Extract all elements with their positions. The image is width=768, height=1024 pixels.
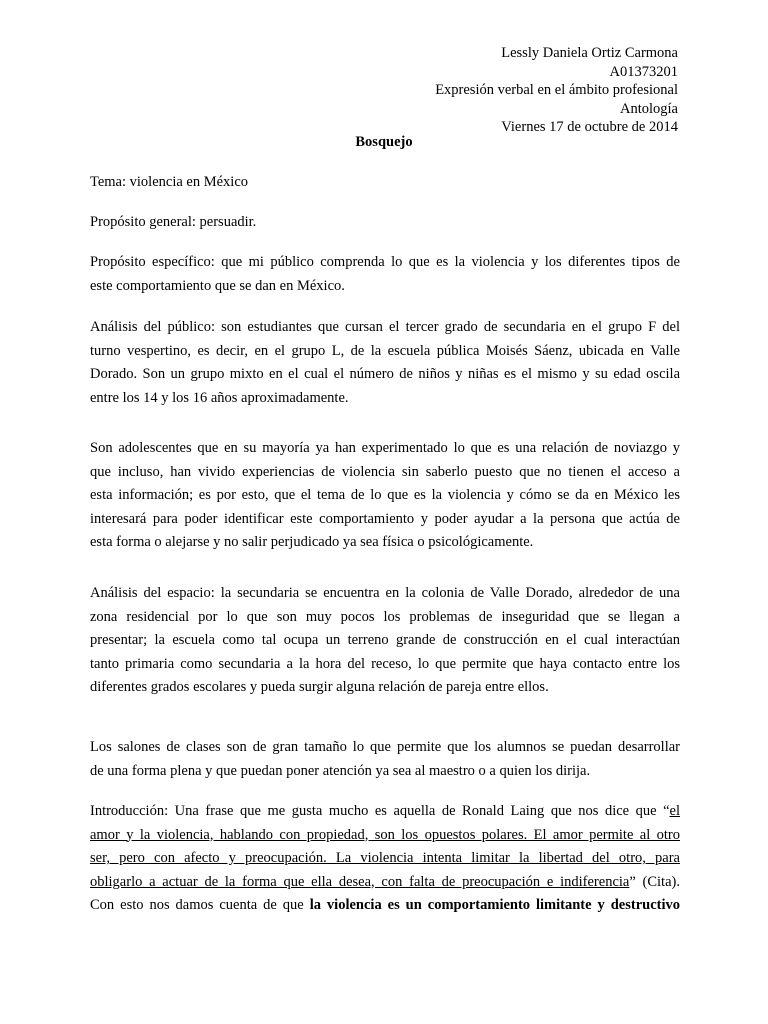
text-line: de una forma plena y que puedan poner atención ya sea al maestro o a quien los dirija. xyxy=(90,762,591,779)
tema-paragraph xyxy=(90,171,680,195)
analisis-publico-paragraph xyxy=(90,316,680,410)
proposito-especifico-paragraph xyxy=(90,251,680,298)
text-line: zona residencial por lo que son muy pocos los problemas de inseguridad que se llegan a xyxy=(90,608,680,625)
text-line xyxy=(90,800,680,824)
quote-line: ser, pero con afecto y preocupación. La violencia intenta limitar la libertad del otro, para xyxy=(90,850,680,866)
text-line xyxy=(90,871,680,895)
adolescentes-paragraph xyxy=(90,437,680,555)
page-title: Bosquejo xyxy=(355,134,413,150)
course-name: Expresión verbal en el ámbito profesional xyxy=(435,82,678,99)
text-line: diferentes grados escolares y pueda surgir alguna relación de pareja entre ellos. xyxy=(90,679,549,695)
thesis-text: la violencia es un comportamiento limitante y destructivo xyxy=(309,897,680,913)
text-line: interesará para poder identificar este comportamiento y poder ayudar a la persona que actúa de xyxy=(90,510,680,527)
text-line: esta forma o alejarse y no salir perjudicado ya sea física o psicológicamente. xyxy=(90,534,534,550)
text-line: Análisis del público: son estudiantes que cursan el tercer grado de secundaria en el grupo F del xyxy=(90,319,680,335)
citation-text: ” (Cita). xyxy=(629,873,680,890)
quote-text: el xyxy=(669,803,680,819)
author-header xyxy=(435,44,678,137)
text-line: turno vespertino, es decir, en el grupo L, de la escuela pública Moisés Sáenz, ubicada en Valle xyxy=(90,342,680,359)
conclusion-lead-text: Con esto nos damos cuenta de que xyxy=(90,897,310,913)
proposito-general-paragraph xyxy=(90,211,680,235)
analisis-espacio-paragraph xyxy=(90,582,680,700)
text-line: que incluso, han vivido experiencias de violencia sin saberlo puesto que no tienen el acceso a xyxy=(90,463,680,480)
text-line: Son adolescentes que en su mayoría ya han experimentado lo que es una relación de noviazgo y xyxy=(90,440,680,456)
proposito-general-line: Propósito general: persuadir. xyxy=(90,214,257,230)
assignment-name: Antología xyxy=(620,100,678,117)
text-line: presentar; la escuela como tal ocupa un terreno grande de construcción en el cual interactúan xyxy=(90,632,680,648)
introduccion-paragraph xyxy=(90,800,680,918)
quote-line: amor y la violencia, hablando con propiedad, son los opuestos polares. El amor permite al otro xyxy=(90,826,680,843)
text-line: este comportamiento que se dan en México. xyxy=(90,277,345,294)
text-line: Análisis del espacio: la secundaria se encuentra en la colonia de Valle Dorado, alrededor de una xyxy=(90,585,680,601)
tema-line: Tema: violencia en México xyxy=(90,174,249,190)
student-id: A01373201 xyxy=(609,63,678,80)
text-line: Propósito específico: que mi público comprenda lo que es la violencia y los diferentes tipos de xyxy=(90,254,680,270)
text-line: esta información; es por esto, que el tema de lo que es la violencia y cómo se da en México les xyxy=(90,487,680,503)
author-name: Lessly Daniela Ortiz Carmona xyxy=(501,45,678,61)
intro-lead-text: Introducción: Una frase que me gusta mucho es aquella de Ronald Laing que nos dice que “ xyxy=(90,803,670,819)
text-line: Dorado. Son un grupo mixto en el cual el número de niños y niñas es el mismo y su edad oscila xyxy=(90,366,680,382)
quote-text: obligarlo a actuar de la forma que ella desea, con falta de preocupación e indiferencia xyxy=(90,873,630,890)
text-line: entre los 14 y los 16 años aproximadamente. xyxy=(90,389,349,406)
salones-paragraph xyxy=(90,736,680,783)
text-line xyxy=(90,894,680,918)
text-line: tanto primaria como secundaria a la hora del receso, lo que permite que haya contacto entre los xyxy=(90,655,680,672)
document-date: Viernes 17 de octubre de 2014 xyxy=(501,119,678,136)
text-line: Los salones de clases son de gran tamaño lo que permite que los alumnos se puedan desarrollar xyxy=(90,739,680,755)
